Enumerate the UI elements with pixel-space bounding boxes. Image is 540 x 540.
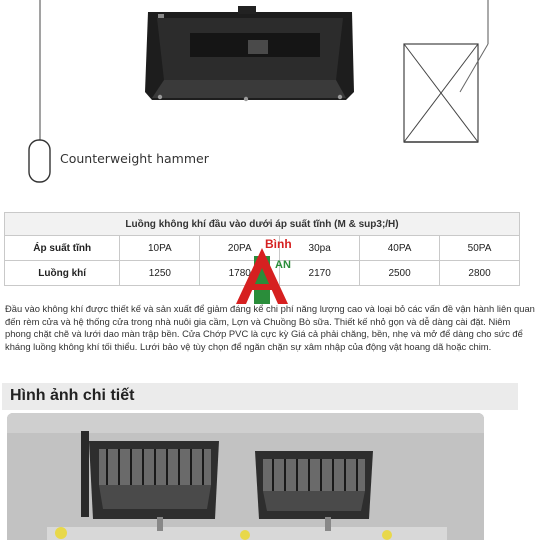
inlet-housing-lip xyxy=(152,80,346,98)
logo-text-binh: Bình xyxy=(265,237,292,251)
row-label-static-pressure: Áp suất tĩnh xyxy=(5,236,120,261)
table-cell: 1250 xyxy=(120,261,200,286)
logo-text-an: AN xyxy=(275,259,291,271)
table-cell: 40PA xyxy=(360,236,440,261)
row-label-airflow: Luồng khí xyxy=(5,261,120,286)
table-cell: 2800 xyxy=(440,261,520,286)
inlet-latch xyxy=(248,40,268,54)
table-caption: Luồng không khí đầu vào dưới áp suất tĩnh (M & sup3;/H) xyxy=(5,213,520,236)
product-description: Đầu vào không khí được thiết kế và sản xuất để giảm đáng kể chi phí năng lượng cao và loại bỏ các vấn đề vận hành liên quan đến rèm cửa và hệ thống cửa trong nhà nuôi gia cầm, Lợn và Chuồng Bò sữa. Thiết kế nhỏ gọn và dễ dàng cài đặt. Niêm phong chặt chẽ và lưới dao màn trập bền. Cửa Chớp PVC là cực kỳ Giá cả phải chăng, bền, nhẹ và mở để dàng cho sức để kháng luồng không khí tối thiểu. Lưới bảo vệ tùy chọn để ngăn chặn sự xâm nhập của động vật hoang dã hoặc chim. xyxy=(5,303,535,352)
table-caption-row xyxy=(5,213,520,236)
inlet-hinge xyxy=(238,6,256,14)
detail-photo-illustration xyxy=(7,413,484,540)
detail-section-title: Hình ảnh chi tiết xyxy=(10,387,135,404)
binh-an-logo xyxy=(232,234,306,306)
counterweight-hammer-shape xyxy=(29,140,50,182)
detail-photo xyxy=(7,413,484,540)
air-inlet-drawing xyxy=(0,0,540,205)
hammer-caption: Counterweight hammer xyxy=(60,151,209,166)
table-cell: 2170 xyxy=(280,261,360,286)
detail-section-header xyxy=(2,383,518,410)
table-cell: 30pa xyxy=(280,236,360,261)
table-cell: 20PA xyxy=(200,236,280,261)
table-cell: 1780 xyxy=(200,261,280,286)
product-diagram xyxy=(0,0,540,205)
table-cell: 50PA xyxy=(440,236,520,261)
table-cell: 2500 xyxy=(360,261,440,286)
table-cell: 10PA xyxy=(120,236,200,261)
